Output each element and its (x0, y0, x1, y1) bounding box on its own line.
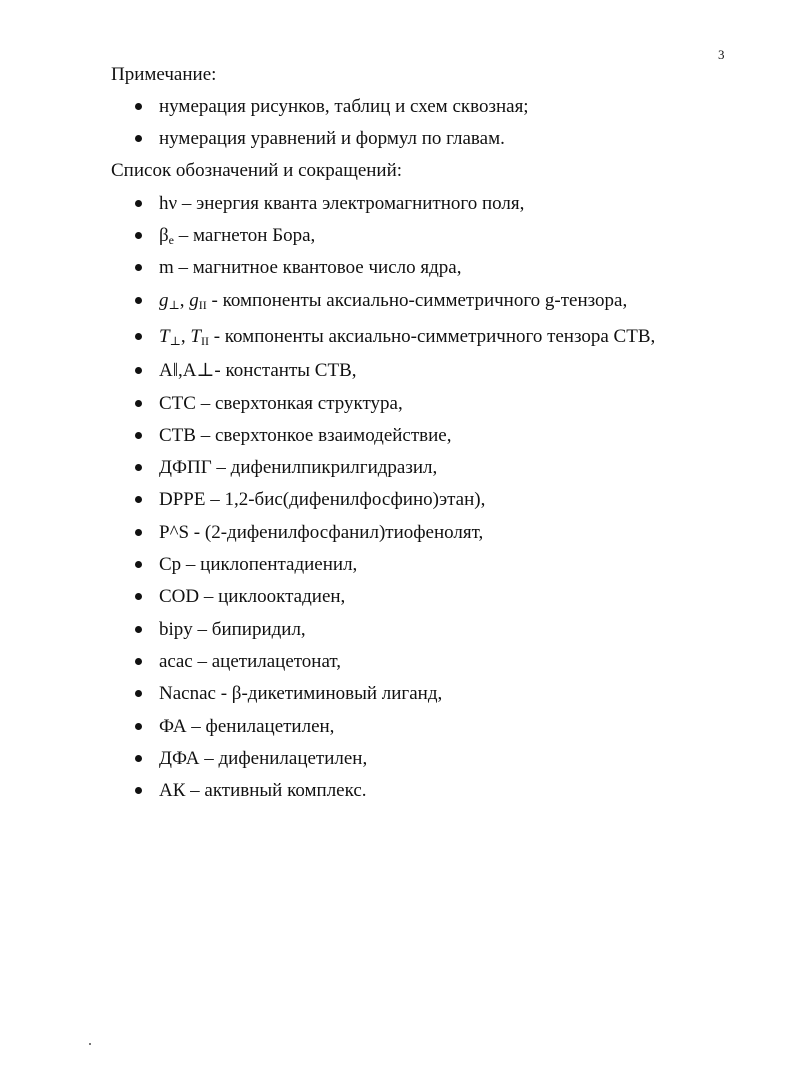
bullet-icon (135, 593, 142, 600)
bullet-icon (135, 103, 142, 110)
beta-subscript: e (168, 233, 174, 247)
g-par-symbol: g (189, 290, 199, 311)
bullet-icon (135, 626, 142, 633)
list-item-text (159, 290, 627, 316)
list-item-text: нумерация рисунков, таблиц и схем сквозная; (159, 96, 529, 117)
bullet-icon (135, 232, 142, 239)
list-item-text (159, 326, 655, 352)
page-number: 3 (718, 47, 725, 62)
list-item-text: СТС – сверхтонкая структура, (159, 393, 403, 414)
list-item-text: DPPE – 1,2-бис(дифенилфосфино)этан), (159, 489, 486, 510)
bullet-icon (135, 135, 142, 142)
t-par-subscript: II (200, 334, 209, 348)
bullet-icon (135, 264, 142, 271)
bullet-icon (135, 333, 142, 340)
list-item-text: ФА – фенилацетилен, (159, 716, 335, 737)
t-separator: , (180, 326, 186, 347)
list-item-text: A‖,A⊥- константы СТВ, (159, 360, 357, 381)
bullet-icon (135, 723, 142, 730)
t-perp-symbol: T (159, 326, 170, 347)
list-item-text: АК – активный комплекс. (159, 780, 367, 801)
scan-dot (89, 1043, 91, 1045)
abbreviations-heading: Список обозначений и сокращений: (111, 160, 403, 181)
bullet-icon (135, 787, 142, 794)
list-item-text: acac – ацетилацетонат, (159, 651, 342, 672)
list-item-text: P^S - (2-дифенилфосфанил)тиофенолят, (159, 522, 484, 543)
bullet-icon (135, 496, 142, 503)
list-item-text: Nacnac - β-дикетиминовый лиганд, (159, 683, 443, 704)
list-item-text: ДФА – дифенилацетилен, (159, 748, 368, 769)
list-item-text (159, 225, 315, 251)
beta-symbol: β (159, 225, 169, 246)
bullet-icon (135, 658, 142, 665)
bullet-icon (135, 400, 142, 407)
list-item-text: COD – циклооктадиен, (159, 586, 346, 607)
bullet-icon (135, 297, 142, 304)
list-item-text: m – магнитное квантовое число ядра, (159, 257, 462, 278)
bullet-icon (135, 200, 142, 207)
bullet-icon (135, 432, 142, 439)
list-item-text: bipy – бипиридил, (159, 619, 306, 640)
bullet-icon (135, 561, 142, 568)
list-item-text: hν – энергия кванта электромагнитного поля, (159, 193, 525, 214)
list-item-text: Cp – циклопентадиенил, (159, 554, 358, 575)
beta-definition: – магнетон Бора, (178, 225, 316, 246)
g-perp-symbol: g (159, 290, 169, 311)
t-perp-subscript: ⊥ (169, 334, 181, 348)
list-item-text: ДФПГ – дифенилпикрилгидразил, (159, 457, 438, 478)
list-item-text: СТВ – сверхтонкое взаимодействие, (159, 425, 452, 446)
bullet-icon (135, 755, 142, 762)
list-item-text: нумерация уравнений и формул по главам. (159, 128, 505, 149)
t-definition: - компоненты аксиально-симметричного тензора СТВ, (208, 326, 656, 347)
bullet-icon (135, 464, 142, 471)
g-par-subscript: II (198, 298, 207, 312)
g-definition: - компоненты аксиально-симметричного g-тензора, (206, 290, 628, 311)
bullet-icon (135, 367, 142, 374)
bullet-icon (135, 690, 142, 697)
g-separator: , (179, 290, 185, 311)
g-perp-subscript: ⊥ (168, 298, 180, 312)
bullet-icon (135, 529, 142, 536)
t-par-symbol: T (190, 326, 201, 347)
note-heading: Примечание: (111, 64, 217, 85)
